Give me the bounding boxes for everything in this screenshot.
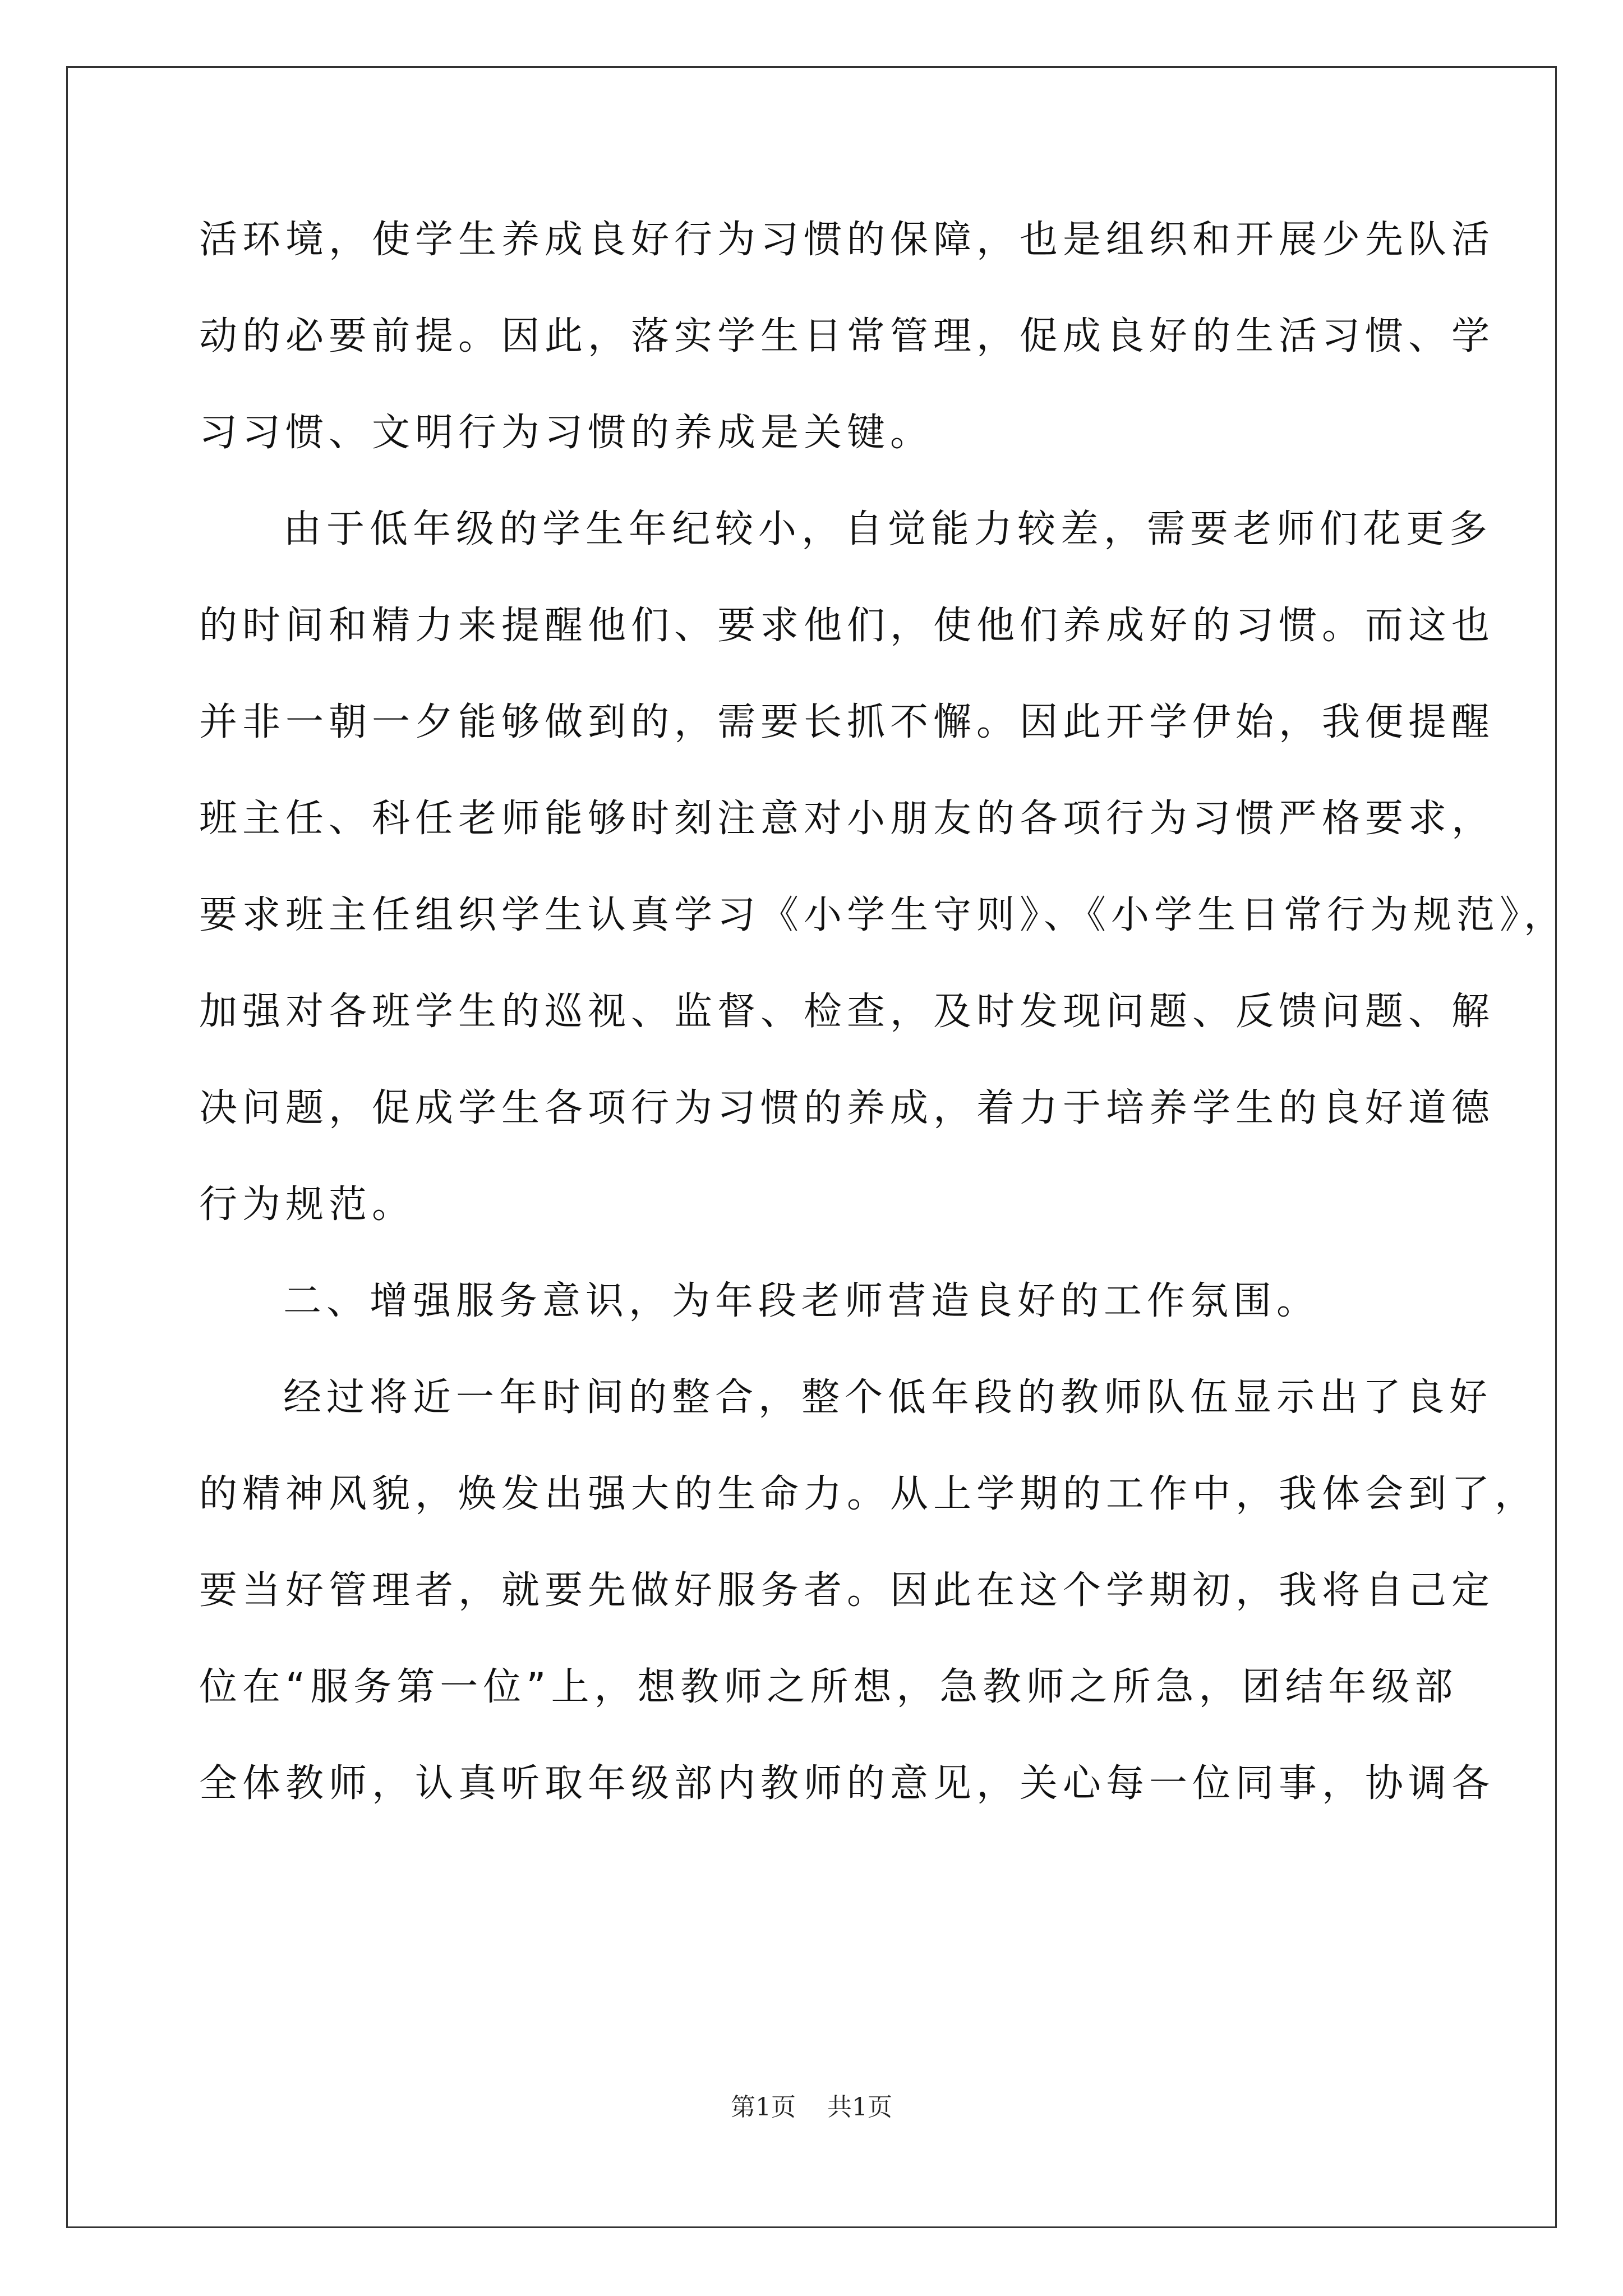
page-number: 第1页 [731,2093,796,2122]
section-heading: 二、增强服务意识，为年段老师营造良好的工作氛围。 [283,1279,1320,1323]
text-line-14: 的精神风貌，焕发出强大的生命力。从上学期的工作中，我体会到了， [199,1472,1538,1516]
text-line-16: 位在“服务第一位”上，想教师之所想，急教师之所急，团结年级部 [199,1665,1458,1709]
text-line-7: 班主任、科任老师能够时刻注意对小朋友的各项行为习惯严格要求， [199,797,1495,841]
page-footer [0,2087,1623,2123]
page-total: 共1页 [827,2093,892,2122]
text-line-5: 的时间和精力来提醒他们、要求他们，使他们养成好的习惯。而这也 [199,604,1495,648]
document-body [199,212,1567,1852]
text-line-1: 活环境，使学生养成良好行为习惯的保障，也是组织和开展少先队活 [199,218,1495,262]
text-line-6: 并非一朝一夕能够做到的，需要长抓不懈。因此开学伊始，我便提醒 [199,700,1495,744]
text-line-11: 行为规范。 [199,1182,416,1227]
text-line-13: 经过将近一年时间的整合，整个低年段的教师队伍显示出了良好 [283,1375,1493,1420]
text-line-4: 由于低年级的学生年纪较小，自觉能力较差，需要老师们花更多 [283,507,1493,551]
text-line-17: 全体教师，认真听取年级部内教师的意见，关心每一位同事，协调各 [199,1761,1495,1806]
text-line-10: 决问题，促成学生各项行为习惯的养成，着力于培养学生的良好道德 [199,1086,1495,1130]
text-line-2: 动的必要前提。因此，落实学生日常管理，促成良好的生活习惯、学 [199,314,1495,358]
text-line-15: 要当好管理者，就要先做好服务者。因此在这个学期初，我将自己定 [199,1568,1495,1613]
text-line-3: 习习惯、文明行为习惯的养成是关键。 [199,411,934,455]
text-line-9: 加强对各班学生的巡视、监督、检查，及时发现问题、反馈问题、解 [199,990,1495,1034]
text-line-8: 要求班主任组织学生认真学习《小学生守则》、《小学生日常行为规范》， [199,893,1567,937]
